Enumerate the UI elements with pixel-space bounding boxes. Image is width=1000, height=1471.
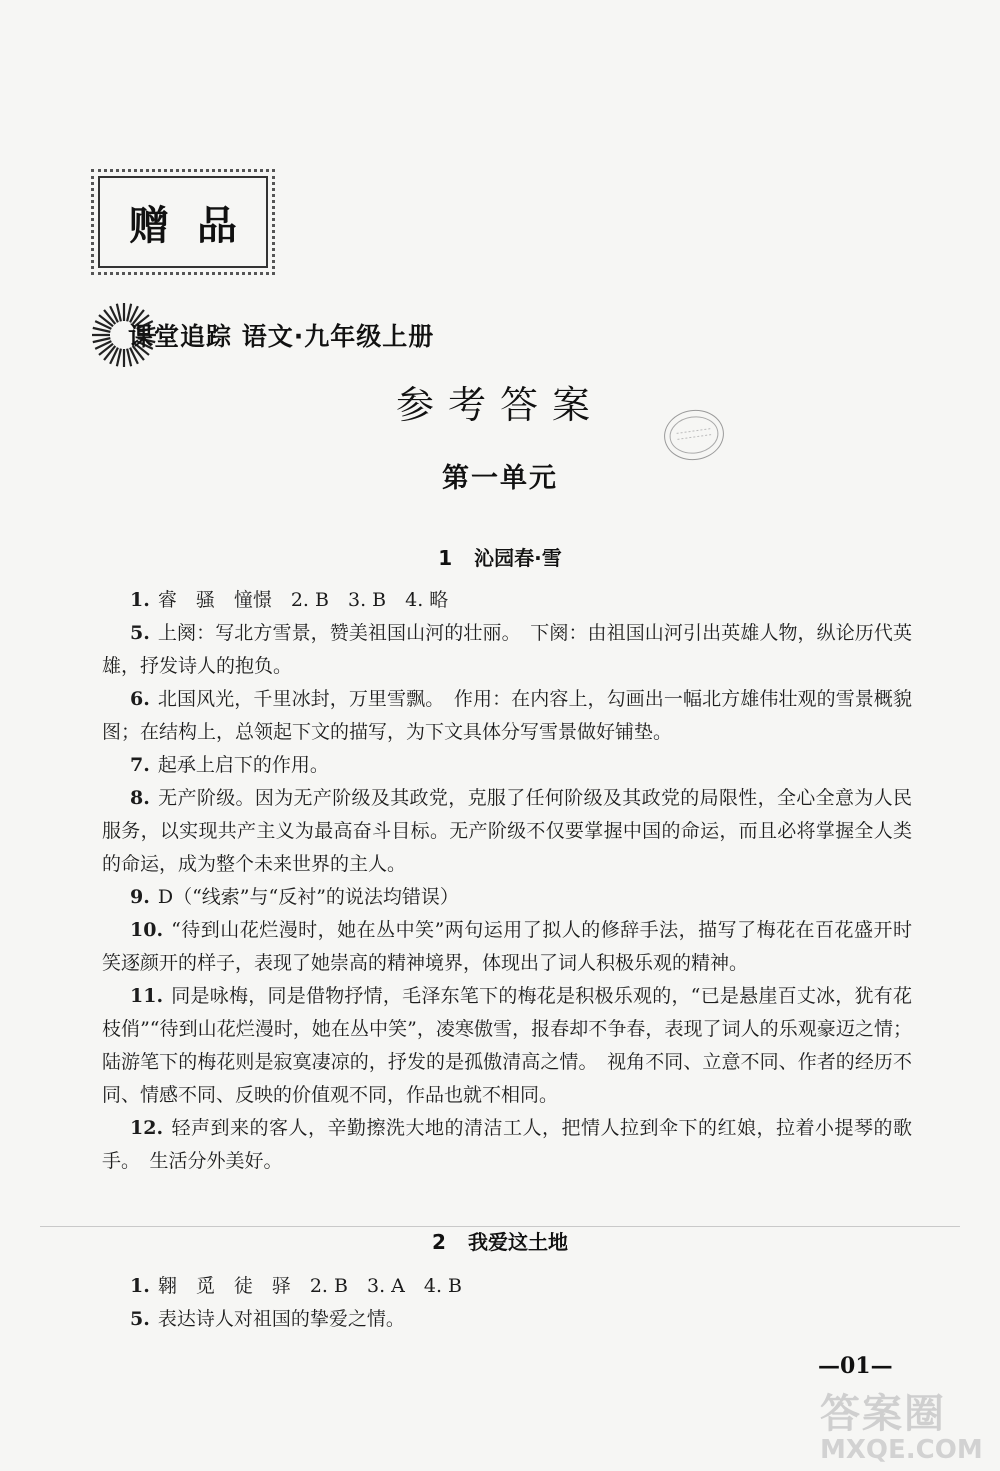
answer-number: 1. (130, 1275, 150, 1297)
answer-item (102, 980, 912, 1112)
gift-label: 赠品 (129, 202, 265, 249)
section-title (0, 542, 1000, 571)
series-title: 课堂追踪 语文·九年级上册 (128, 322, 435, 351)
answer-number: 1. (130, 589, 150, 611)
answer-item (102, 881, 912, 914)
answer-item (102, 1270, 912, 1303)
answer-text: D（“线索”与“反衬”的说法均错误） (157, 886, 459, 908)
answer-text: 表达诗人对祖国的挚爱之情。 (157, 1308, 405, 1330)
answer-title: 参考答案 (395, 383, 604, 427)
answer-list (102, 1270, 912, 1336)
series-header (90, 300, 434, 370)
answer-number: 11. (130, 985, 164, 1007)
answer-text: “待到山花烂漫时，她在丛中笑”两句运用了拟人的修辞手法，描写了梅花在百花盛开时笑逐颜开的样子，表现了她崇高的精神境界，体现出了词人积极乐观的精神。 (102, 919, 912, 974)
answer-item (102, 617, 912, 683)
answer-number: 10. (130, 919, 164, 941)
answer-text: 同是咏梅，同是借物抒情，毛泽东笔下的梅花是积极乐观的，“已是悬崖百丈冰，犹有花枝俏”“待到山花烂漫时，她在丛中笑”，凌寒傲雪，报春却不争春，表现了词人的乐观豪迈之情；陆游笔下的梅花则是寂寞凄凉的，抒发的是孤傲清高之情。 视角不同、立意不同、作者的经历不同、情感不同、反映的价值观不同，作品也就不相同。 (102, 985, 912, 1106)
section-title (0, 1226, 1000, 1255)
answer-list (102, 584, 912, 1178)
answer-item (102, 1303, 912, 1336)
answer-number: 12. (130, 1117, 164, 1139)
watermark-url: MXQE.COM (820, 1435, 983, 1465)
section-number: 1 (438, 546, 453, 570)
watermark (820, 1392, 1000, 1470)
answer-text: 起承上启下的作用。 (157, 754, 329, 776)
answer-item (102, 584, 912, 617)
gift-box (98, 176, 268, 268)
answer-number: 8. (130, 787, 150, 809)
answer-number: 9. (130, 886, 150, 908)
answer-number: 5. (130, 1308, 150, 1330)
answer-text: 北国风光，千里冰封，万里雪飘。 作用：在内容上，勾画出一幅北方雄伟壮观的雪景概貌图；在结构上，总领起下文的描写，为下文具体分写雪景做好铺垫。 (102, 688, 912, 743)
answer-text: 上阕：写北方雪景，赞美祖国山河的壮丽。 下阕：由祖国山河引出英雄人物，纵论历代英雄，抒发诗人的抱负。 (102, 622, 912, 677)
answer-text: 轻声到来的客人，辛勤擦洗大地的清洁工人，把情人拉到伞下的红娘，拉着小提琴的歌手。 生活分外美好。 (102, 1117, 912, 1172)
answer-item (102, 782, 912, 881)
unit-title: 第一单元 (442, 463, 558, 494)
watermark-logo: 答案圈 (820, 1391, 946, 1437)
answer-number: 5. (130, 622, 150, 644)
answer-number: 6. (130, 688, 150, 710)
section-number: 2 (432, 1230, 446, 1254)
page-number: —01— (818, 1353, 893, 1379)
answer-item (102, 1112, 912, 1178)
section-name: 我爱这土地 (467, 1230, 568, 1254)
answer-number: 7. (130, 754, 150, 776)
answer-item (102, 914, 912, 980)
answer-item (102, 749, 912, 782)
answer-text: 翱 觅 徒 驿 2. B 3. A 4. B (157, 1275, 462, 1297)
section-name: 沁园春·雪 (474, 546, 562, 570)
answer-item (102, 683, 912, 749)
answer-text: 无产阶级。因为无产阶级及其政党，克服了任何阶级及其政党的局限性，全心全意为人民服务，以实现共产主义为最高奋斗目标。无产阶级不仅要掌握中国的命运，而且必将掌握全人类的命运，成为整个未来世界的主人。 (102, 787, 912, 875)
answer-text: 睿 骚 憧憬 2. B 3. B 4. 略 (157, 589, 449, 611)
